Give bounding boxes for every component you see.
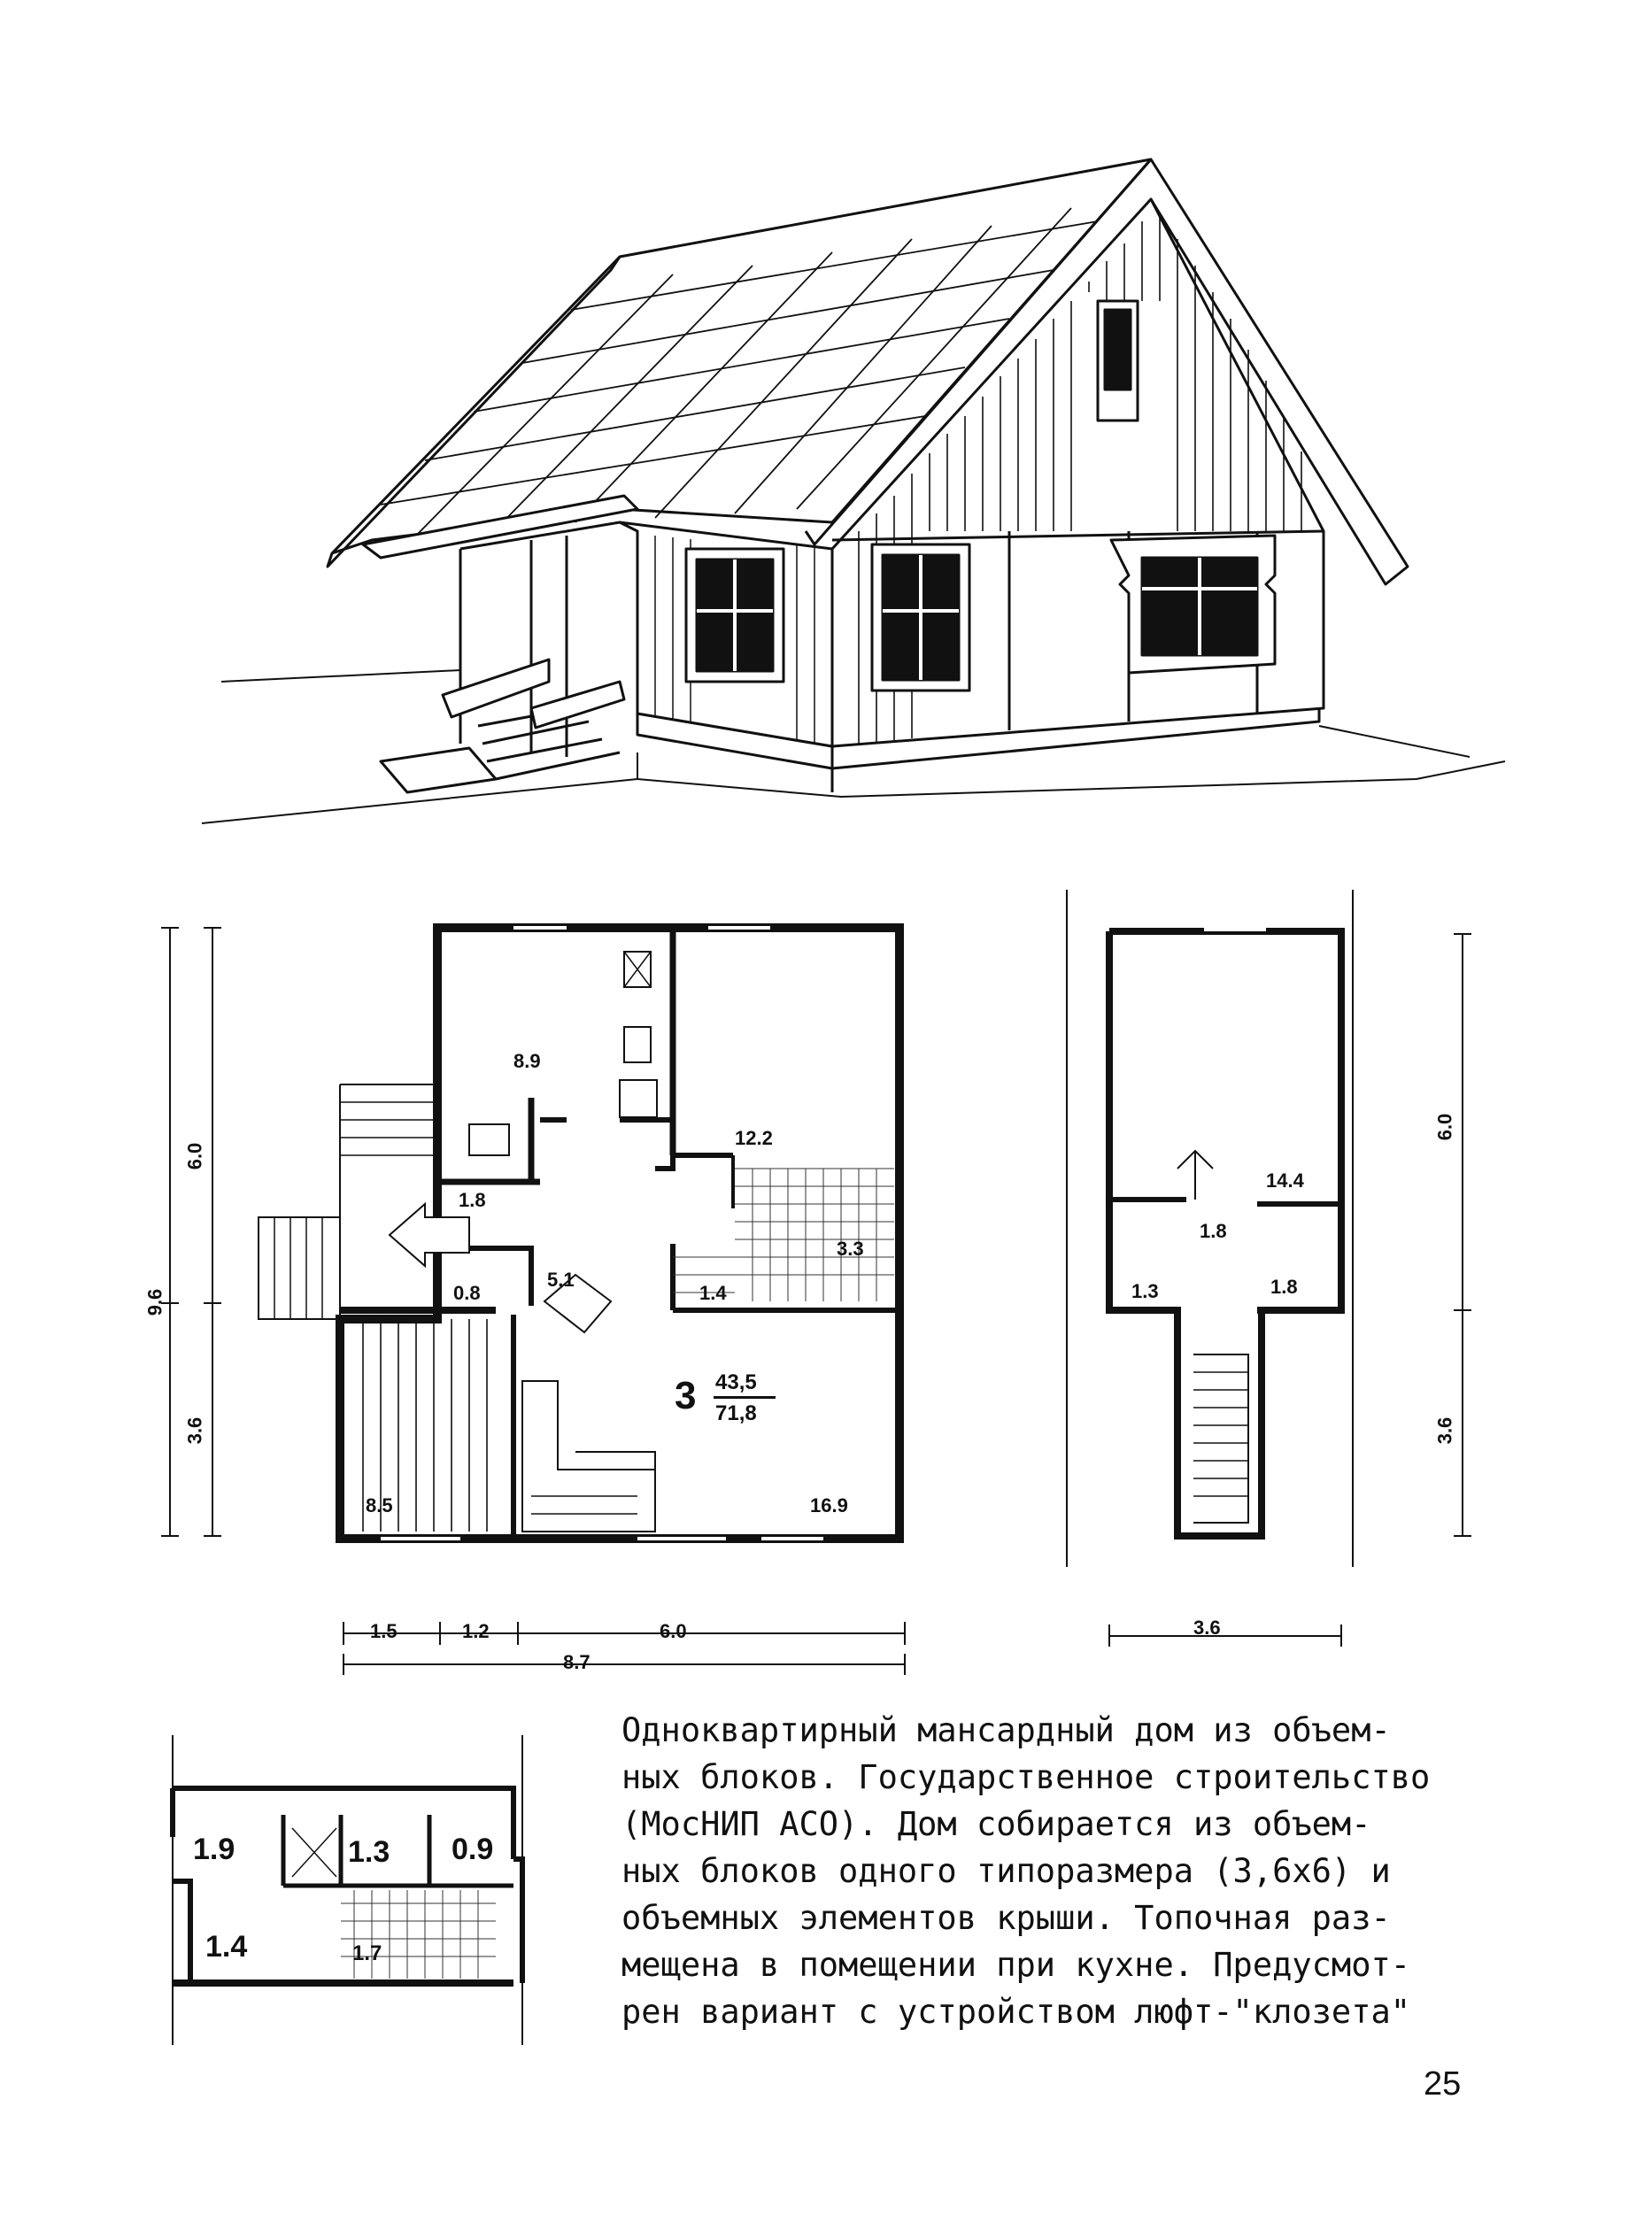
description-line: мещена в помещении при кухне. Предусмот-: [621, 1946, 1411, 1984]
description-line: объемных элементов крыши. Топочная раз-: [621, 1899, 1391, 1937]
attic-left-area: 1.3: [1131, 1280, 1159, 1302]
room-vestibule-area: 1.8: [459, 1189, 486, 1211]
dim-width-c: 6.0: [660, 1620, 687, 1642]
page-number: 25: [1424, 2065, 1462, 2103]
attic-dim-width: 3.6: [1193, 1617, 1221, 1639]
room-bath-area: 3.3: [837, 1238, 864, 1260]
room-veranda-area: 8.5: [366, 1494, 393, 1516]
dim-total-height: 9.6: [143, 1288, 166, 1316]
dim-width-total: 8.7: [563, 1651, 591, 1673]
description-line: (МосНИП АСО). Дом собирается из объем-: [621, 1805, 1371, 1843]
description-text: [621, 1707, 1471, 2035]
dim-upper-height: 6.0: [183, 1142, 206, 1170]
attic-dim-upper: 6.0: [1433, 1113, 1456, 1141]
variant-room-b: 1.3: [348, 1835, 390, 1869]
room-wc-area: 1.4: [699, 1282, 727, 1304]
room-living-area: 12.2: [735, 1127, 773, 1149]
description-line: рен вариант с устройством люфт-"клозета": [621, 1993, 1411, 2031]
attic-center-area: 1.8: [1200, 1220, 1227, 1242]
variant-room-c: 0.9: [452, 1833, 494, 1866]
room-kitchen-area: 8.9: [513, 1050, 541, 1072]
variant-room-e: 1.7: [352, 1941, 382, 1965]
dim-width-a: 1.5: [370, 1620, 398, 1642]
apartment-type-label: 3: [675, 1374, 697, 1417]
total-area-fraction: 71,8: [715, 1401, 757, 1425]
room-bedroom-area: 16.9: [810, 1494, 848, 1516]
dim-width-b: 1.2: [462, 1620, 490, 1642]
attic-room-area: 14.4: [1266, 1169, 1304, 1192]
fraction-line: [714, 1396, 776, 1399]
room-hall-area: 5.1: [547, 1269, 575, 1291]
room-closet-area: 0.8: [453, 1282, 481, 1304]
dim-lower-height: 3.6: [183, 1416, 206, 1445]
living-area-fraction: 43,5: [715, 1370, 757, 1394]
description-line: ных блоков одного типоразмера (3,6х6) и: [621, 1852, 1391, 1890]
description-line: Одноквартирный мансардный дом из объем-: [621, 1711, 1391, 1749]
description-line: ных блоков. Государственное строительство: [621, 1758, 1431, 1796]
attic-dim-lower: 3.6: [1433, 1416, 1456, 1445]
attic-right-area: 1.8: [1270, 1276, 1298, 1298]
variant-room-d: 1.4: [205, 1930, 248, 1964]
variant-room-a: 1.9: [193, 1833, 235, 1866]
